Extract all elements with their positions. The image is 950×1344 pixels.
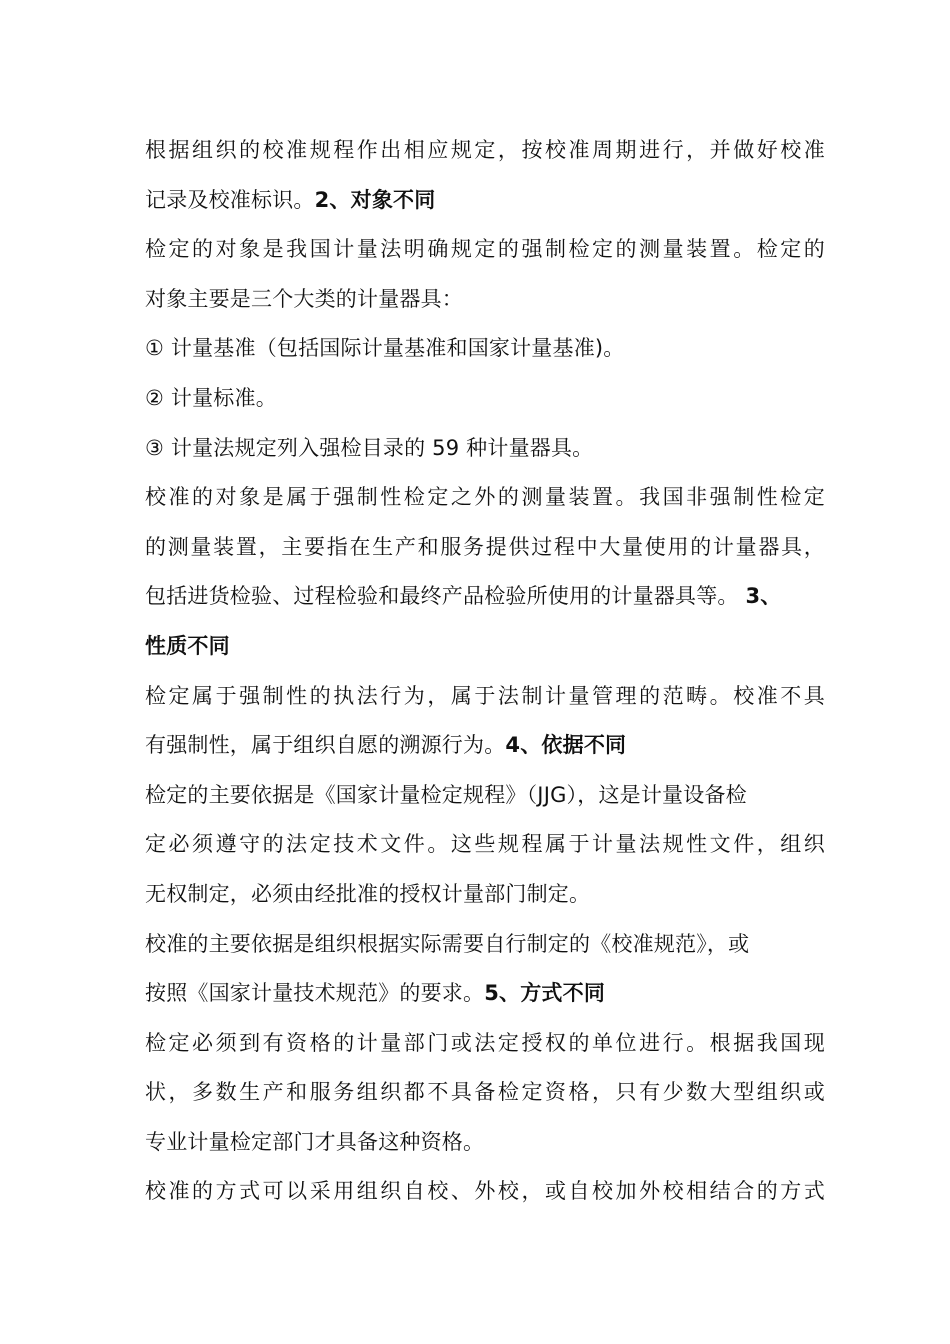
- list-item: [145, 424, 825, 474]
- text-line: [145, 572, 825, 622]
- text-line: [145, 1167, 825, 1217]
- line-text: 记录及校准标识。: [145, 187, 315, 212]
- text-line: [145, 1019, 825, 1069]
- line-text: ③ 计量法规定列入强检目录的 59 种计量器具。: [145, 435, 594, 460]
- line-text: 校准的方式可以采用组织自校、外校，或自校加外校相结合的方式: [145, 1179, 825, 1204]
- text-line: [145, 523, 825, 573]
- text-line: [145, 771, 825, 821]
- line-text: 包括进货检验、过程检验和最终产品检验所使用的计量器具等。: [145, 584, 739, 609]
- line-text: 定必须遵守的法定技术文件。这些规程属于计量法规性文件，组织: [145, 832, 825, 857]
- section-heading: 5、方式不同: [484, 981, 606, 1006]
- section-heading: 4、依据不同: [505, 733, 627, 758]
- line-text: 检定的主要依据是《国家计量检定规程》（JJG），这是计量设备检: [145, 782, 747, 807]
- text-line: [145, 176, 825, 226]
- line-text: 专业计量检定部门才具备这种资格。: [145, 1129, 485, 1154]
- text-line: [145, 225, 825, 275]
- text-line: [145, 969, 825, 1019]
- section-heading: 2、对象不同: [314, 187, 436, 212]
- line-text: 按照《国家计量技术规范》的要求。: [145, 981, 485, 1006]
- document-body: [145, 126, 825, 1217]
- text-line: [145, 473, 825, 523]
- text-line: [145, 1068, 825, 1118]
- list-item: [145, 324, 825, 374]
- text-line: [145, 820, 825, 870]
- section-heading: 性质不同: [145, 633, 230, 658]
- line-text: 校准的主要依据是组织根据实际需要自行制定的《校准规范》，或: [145, 931, 750, 956]
- text-line: [145, 622, 825, 672]
- text-line: [145, 1118, 825, 1168]
- line-text: 无权制定，必须由经批准的授权计量部门制定。: [145, 881, 591, 906]
- text-line: [145, 920, 825, 970]
- line-text: 校准的对象是属于强制性检定之外的测量装置。我国非强制性检定: [145, 485, 825, 510]
- section-heading: 3、: [745, 584, 782, 609]
- text-line: [145, 126, 825, 176]
- text-line: [145, 721, 825, 771]
- text-line: [145, 672, 825, 722]
- line-text: 对象主要是三个大类的计量器具：: [145, 286, 463, 311]
- text-line: [145, 870, 825, 920]
- text-line: [145, 275, 825, 325]
- line-text: 的测量装置，主要指在生产和服务提供过程中大量使用的计量器具，: [145, 534, 825, 559]
- line-text: ① 计量基准（包括国际计量基准和国家计量基准)。: [145, 336, 625, 361]
- line-text: 状，多数生产和服务组织都不具备检定资格，只有少数大型组织或: [145, 1080, 825, 1105]
- line-text: 检定属于强制性的执法行为，属于法制计量管理的范畴。校准不具: [145, 683, 825, 708]
- line-text: 根据组织的校准规程作出相应规定，按校准周期进行，并做好校准: [145, 138, 825, 162]
- line-text: ② 计量标准。: [145, 385, 277, 410]
- list-item: [145, 374, 825, 424]
- line-text: 检定必须到有资格的计量部门或法定授权的单位进行。根据我国现: [145, 1030, 825, 1055]
- line-text: 检定的对象是我国计量法明确规定的强制检定的测量装置。检定的: [145, 237, 825, 262]
- line-text: 有强制性，属于组织自愿的溯源行为。: [145, 733, 506, 758]
